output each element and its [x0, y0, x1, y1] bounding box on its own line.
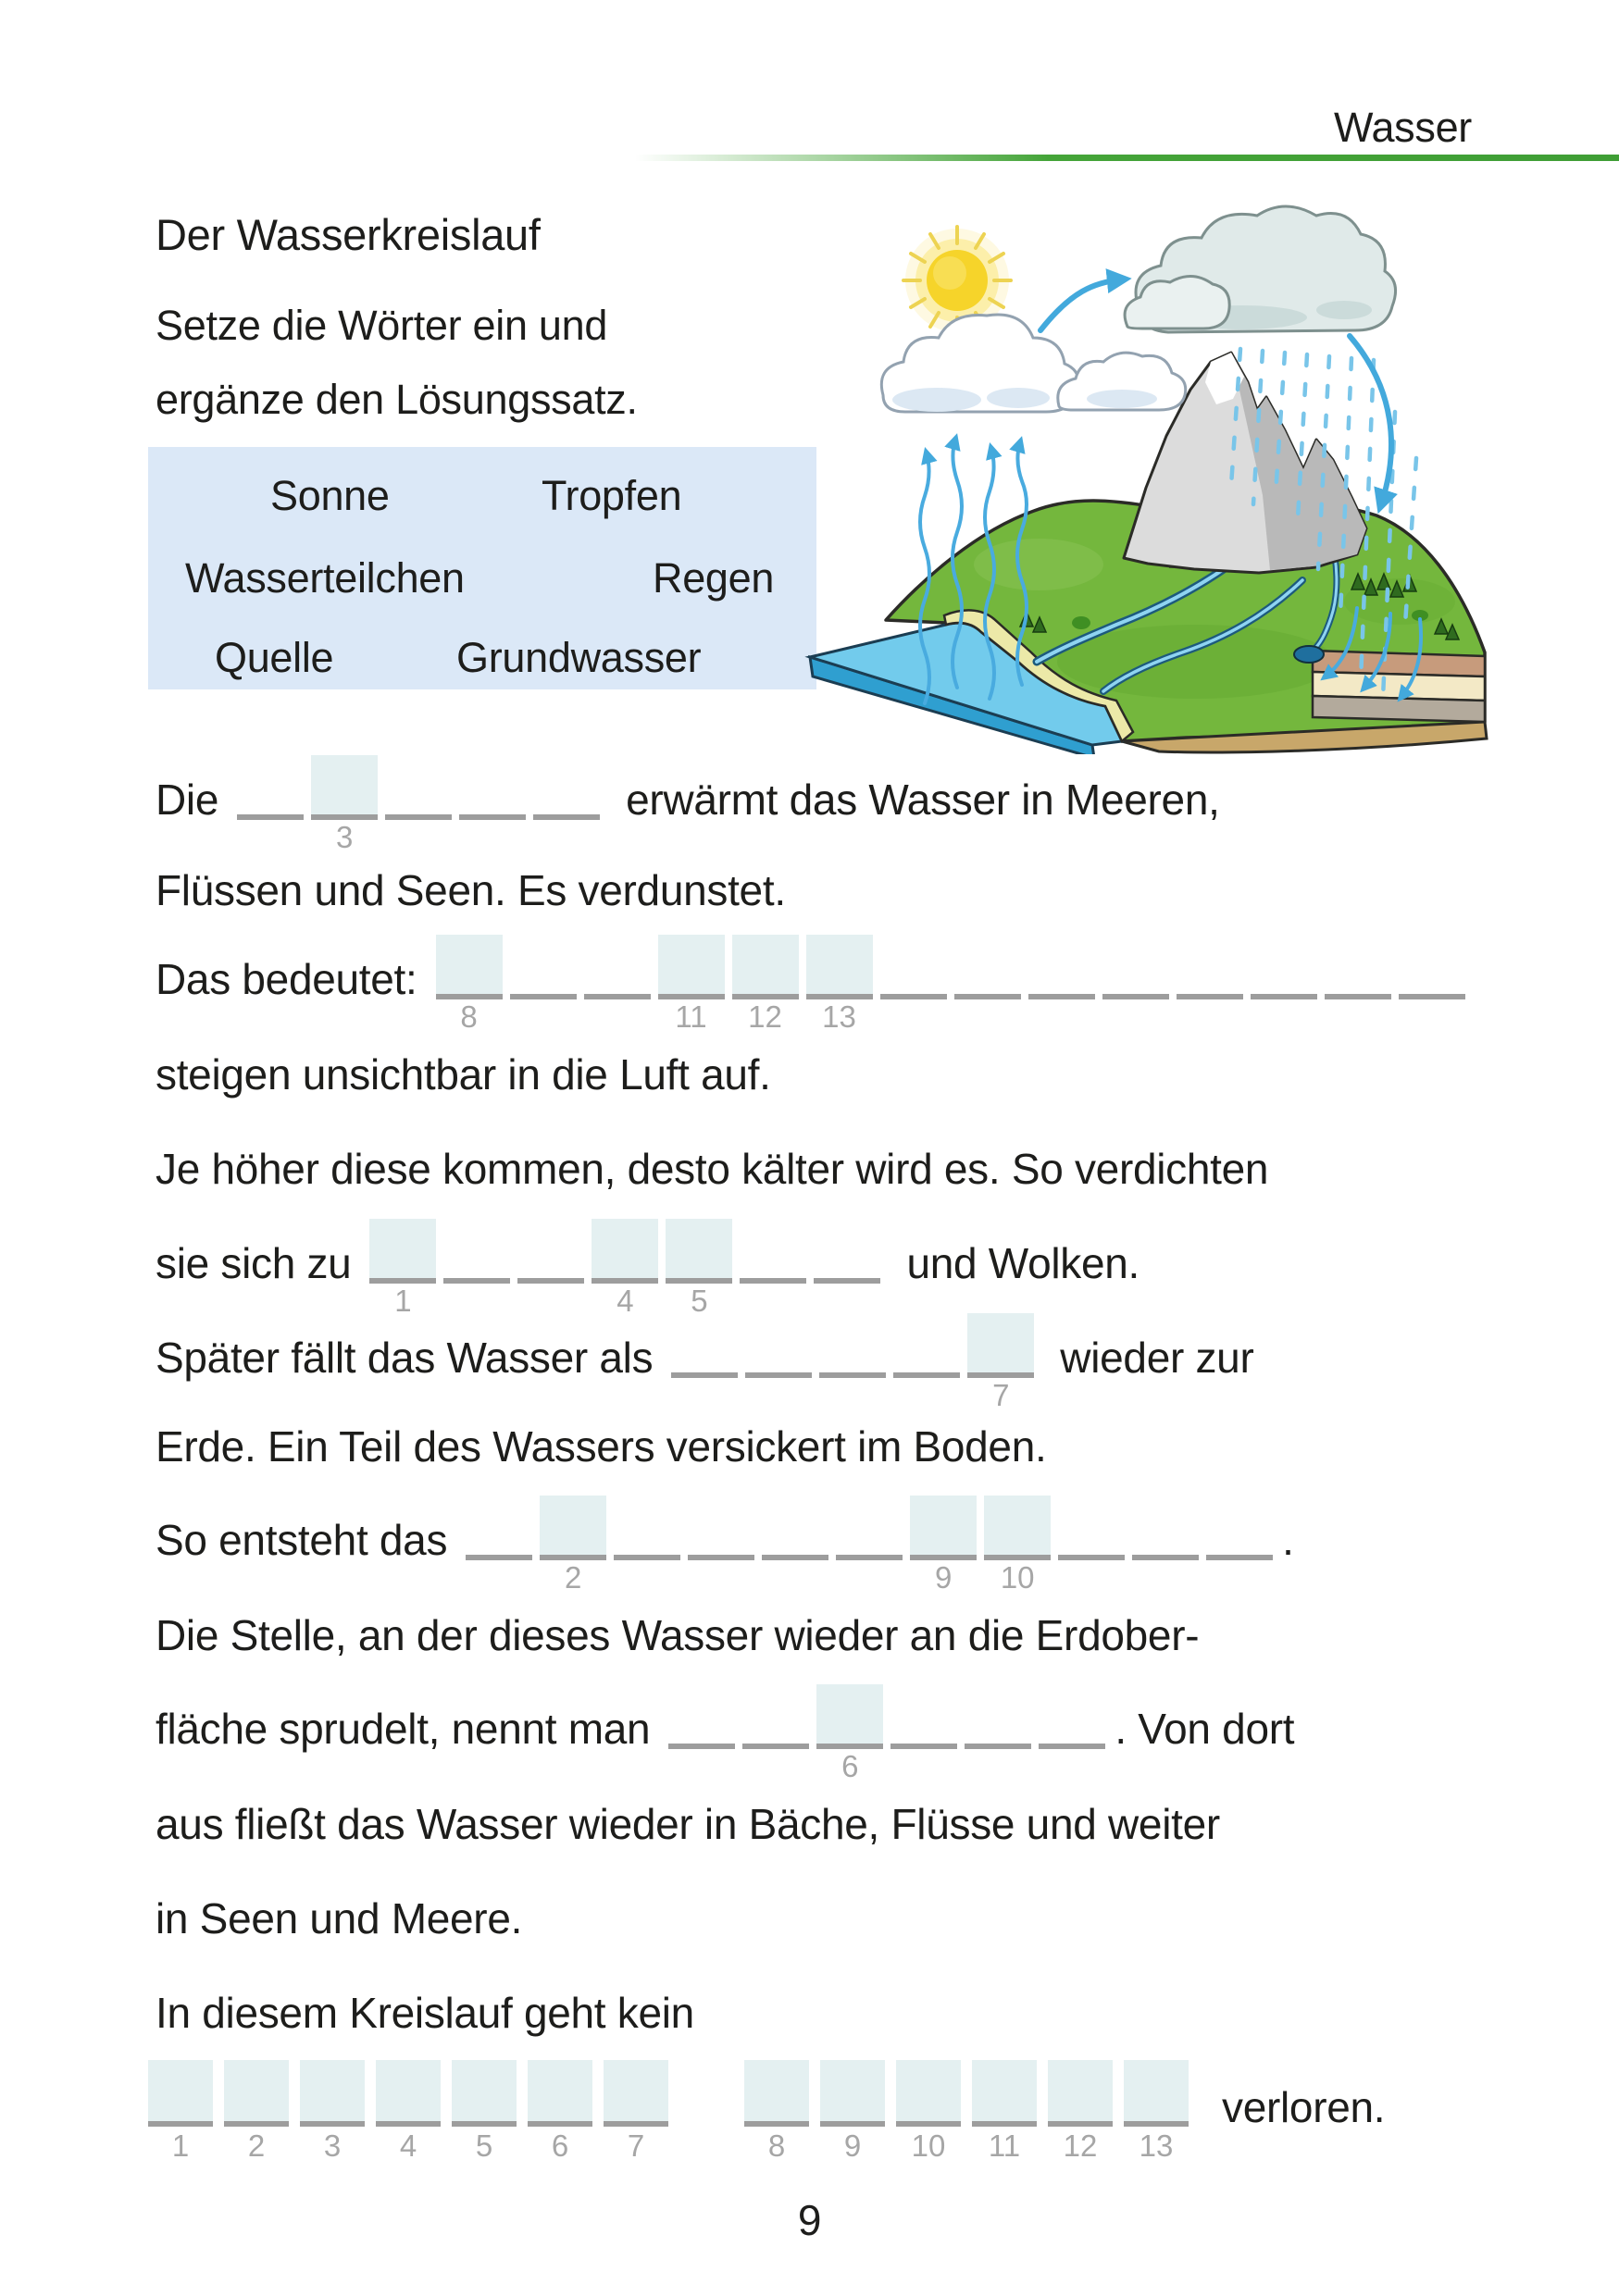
text-segment: aus fließt das Wasser wieder in Bäche, Flüsse und weiter	[156, 1800, 1220, 1848]
letter-blank[interactable]	[762, 1496, 828, 1560]
letter-blank-highlighted[interactable]	[984, 1496, 1051, 1595]
fill-line-6	[156, 1219, 1140, 1318]
solution-number: 9	[843, 2128, 862, 2163]
solution-number: 7	[992, 1378, 1010, 1412]
word-bank-word: Grundwasser	[456, 634, 702, 681]
letter-blank-highlighted[interactable]	[972, 2060, 1037, 2163]
text-segment: verloren.	[1222, 2083, 1386, 2131]
solution-word-2	[744, 2060, 1200, 2163]
letter-blank[interactable]	[1102, 935, 1169, 999]
solution-number: 12	[748, 999, 782, 1034]
fill-line-8	[156, 1421, 1046, 1471]
letter-blank-highlighted[interactable]	[820, 2060, 885, 2163]
letter-blank[interactable]	[466, 1496, 532, 1560]
letter-blank[interactable]	[614, 1496, 680, 1560]
blank-word-wasserteilchen	[436, 955, 1473, 1034]
letter-blank-highlighted[interactable]	[658, 935, 725, 1034]
fill-line-9	[156, 1496, 1294, 1595]
text-segment: Das bedeutet:	[156, 955, 417, 1003]
fill-line-2	[156, 865, 786, 915]
blank-word-tropfen	[369, 1239, 888, 1318]
letter-blank[interactable]	[745, 1313, 812, 1378]
rain-cloud-icon	[1125, 206, 1396, 332]
text-segment: wieder zur	[1060, 1334, 1254, 1382]
instruction-line-2: ergänze den Lösungssatz.	[156, 376, 638, 423]
solution-number: 5	[691, 1284, 708, 1318]
letter-blank[interactable]	[814, 1219, 880, 1284]
letter-blank[interactable]	[237, 755, 304, 820]
letter-blank-highlighted[interactable]	[604, 2060, 668, 2163]
letter-blank[interactable]	[459, 755, 526, 820]
solution-number: 2	[247, 2128, 266, 2163]
letter-blank[interactable]	[893, 1313, 960, 1378]
text-segment: . Von dort	[1115, 1705, 1295, 1753]
letter-blank[interactable]	[668, 1684, 735, 1749]
instruction-line-1: Setze die Wörter ein und	[156, 302, 608, 349]
letter-blank-highlighted[interactable]	[528, 2060, 592, 2163]
solution-number: 1	[171, 2128, 190, 2163]
letter-blank[interactable]	[1132, 1496, 1199, 1560]
letter-blank[interactable]	[1177, 935, 1243, 999]
letter-blank-highlighted[interactable]	[311, 755, 378, 854]
letter-blank[interactable]	[1028, 935, 1095, 999]
solution-number: 9	[934, 1560, 953, 1595]
solution-number: 11	[675, 999, 707, 1034]
word-bank-word: Quelle	[215, 634, 334, 681]
letter-blank-highlighted[interactable]	[300, 2060, 365, 2163]
blank-word-quelle	[668, 1705, 1113, 1783]
solution-word-1	[148, 2060, 679, 2163]
text-segment: Erde. Ein Teil des Wassers versickert im Boden.	[156, 1422, 1047, 1471]
solution-number: 13	[1139, 2128, 1174, 2163]
blank-word-grundwasser	[466, 1516, 1280, 1595]
letter-blank[interactable]	[1251, 935, 1317, 999]
letter-blank[interactable]	[740, 1219, 806, 1284]
letter-blank-highlighted[interactable]	[369, 1219, 436, 1318]
letter-blank-highlighted[interactable]	[744, 2060, 809, 2163]
page-number: 9	[797, 2196, 822, 2244]
solution-number: 5	[475, 2128, 493, 2163]
letter-blank[interactable]	[385, 755, 452, 820]
solution-row	[148, 2060, 1386, 2163]
exercise-title: Der Wasserkreislauf	[156, 210, 541, 259]
letter-blank-highlighted[interactable]	[148, 2060, 213, 2163]
solution-number: 11	[988, 2128, 1021, 2163]
text-segment: sie sich zu	[156, 1239, 352, 1287]
solution-number: 6	[551, 2128, 569, 2163]
solution-number: 4	[399, 2128, 417, 2163]
blank-word-sonne	[237, 776, 607, 854]
letter-blank-highlighted[interactable]	[732, 935, 799, 1034]
letter-blank-highlighted[interactable]	[452, 2060, 517, 2163]
text-segment: und Wolken.	[906, 1239, 1140, 1287]
solution-number: 1	[394, 1284, 412, 1318]
fill-line-13	[156, 1893, 522, 1943]
text-segment: Später fällt das Wasser als	[156, 1334, 654, 1382]
letter-blank-highlighted[interactable]	[540, 1496, 606, 1595]
fill-line-11	[156, 1684, 1295, 1783]
letter-blank[interactable]	[965, 1684, 1031, 1749]
letter-blank[interactable]	[1058, 1496, 1125, 1560]
chapter-header: Wasser	[1333, 104, 1472, 151]
letter-blank[interactable]	[517, 1219, 584, 1284]
solution-number: 2	[564, 1560, 582, 1595]
text-segment: in Seen und Meere.	[156, 1894, 523, 1942]
text-segment: Die	[156, 776, 219, 824]
letter-blank[interactable]	[584, 935, 651, 999]
letter-blank[interactable]	[836, 1496, 903, 1560]
text-segment: So entsteht das	[156, 1516, 448, 1564]
text-segment: fläche sprudelt, nennt man	[156, 1705, 651, 1753]
fill-line-3	[156, 935, 1491, 1034]
text-segment: Je höher diese kommen, desto kälter wird es. So verdichten	[156, 1145, 1269, 1193]
letter-blank-highlighted[interactable]	[806, 935, 873, 1034]
solution-number: 10	[911, 2128, 946, 2163]
text-segment: In diesem Kreislauf geht kein	[156, 1989, 694, 2037]
solution-number: 13	[822, 999, 856, 1034]
letter-blank-highlighted[interactable]	[896, 2060, 961, 2163]
letter-blank[interactable]	[890, 1684, 957, 1749]
solution-number: 4	[616, 1284, 634, 1318]
word-bank-word: Sonne	[270, 472, 390, 519]
letter-blank-highlighted[interactable]	[592, 1219, 658, 1318]
letter-blank[interactable]	[443, 1219, 510, 1284]
word-bank-word: Wasserteilchen	[185, 554, 465, 602]
solution-number: 3	[323, 2128, 342, 2163]
letter-blank[interactable]	[742, 1684, 809, 1749]
word-bank-word: Regen	[653, 554, 775, 602]
letter-blank-highlighted[interactable]	[910, 1496, 977, 1595]
blank-word-regen	[671, 1334, 1041, 1412]
water-cycle-illustration	[798, 180, 1520, 754]
letter-blank[interactable]	[1206, 1496, 1273, 1560]
fill-line-14	[156, 1988, 694, 2038]
letter-blank[interactable]	[688, 1496, 754, 1560]
word-bank-box	[148, 447, 816, 689]
letter-blank-highlighted[interactable]	[224, 2060, 289, 2163]
letter-blank-highlighted[interactable]	[816, 1684, 883, 1783]
text-segment: Die Stelle, an der dieses Wasser wieder an die Erdober-	[156, 1611, 1200, 1659]
letter-blank[interactable]	[671, 1313, 738, 1378]
letter-blank-highlighted[interactable]	[436, 935, 503, 1034]
solution-number: 3	[335, 820, 354, 854]
text-segment: Flüssen und Seen. Es verdunstet.	[156, 866, 786, 914]
letter-blank-highlighted[interactable]	[376, 2060, 441, 2163]
letter-blank[interactable]	[1399, 935, 1465, 999]
fill-line-10	[156, 1610, 1199, 1660]
letter-blank[interactable]	[533, 755, 600, 820]
fill-line-4	[156, 1049, 771, 1099]
text-segment: erwärmt das Wasser in Meeren,	[626, 776, 1220, 824]
fill-line-5	[156, 1144, 1268, 1194]
letter-blank[interactable]	[954, 935, 1021, 999]
fill-line-12	[156, 1799, 1220, 1849]
solution-number: 8	[460, 999, 478, 1034]
letter-blank[interactable]	[1325, 935, 1391, 999]
letter-blank-highlighted[interactable]	[1124, 2060, 1189, 2163]
solution-number: 6	[841, 1749, 859, 1783]
letter-blank[interactable]	[510, 935, 577, 999]
fill-line-1	[156, 755, 1220, 854]
letter-blank-highlighted[interactable]	[967, 1313, 1034, 1412]
letter-blank[interactable]	[1039, 1684, 1105, 1749]
text-segment: .	[1282, 1516, 1294, 1564]
header-rule	[635, 155, 1619, 161]
solution-number: 8	[767, 2128, 786, 2163]
fill-line-7	[156, 1313, 1254, 1412]
text-segment: steigen unsichtbar in die Luft auf.	[156, 1050, 771, 1098]
letter-blank-highlighted[interactable]	[666, 1219, 732, 1318]
letter-blank[interactable]	[880, 935, 947, 999]
letter-blank-highlighted[interactable]	[1048, 2060, 1113, 2163]
solution-number: 10	[1000, 1560, 1035, 1595]
word-bank-word: Tropfen	[542, 472, 682, 519]
solution-number: 7	[627, 2128, 645, 2163]
cloud-transport-arrow-icon	[1040, 279, 1122, 330]
solution-number: 12	[1063, 2128, 1098, 2163]
letter-blank[interactable]	[819, 1313, 886, 1378]
